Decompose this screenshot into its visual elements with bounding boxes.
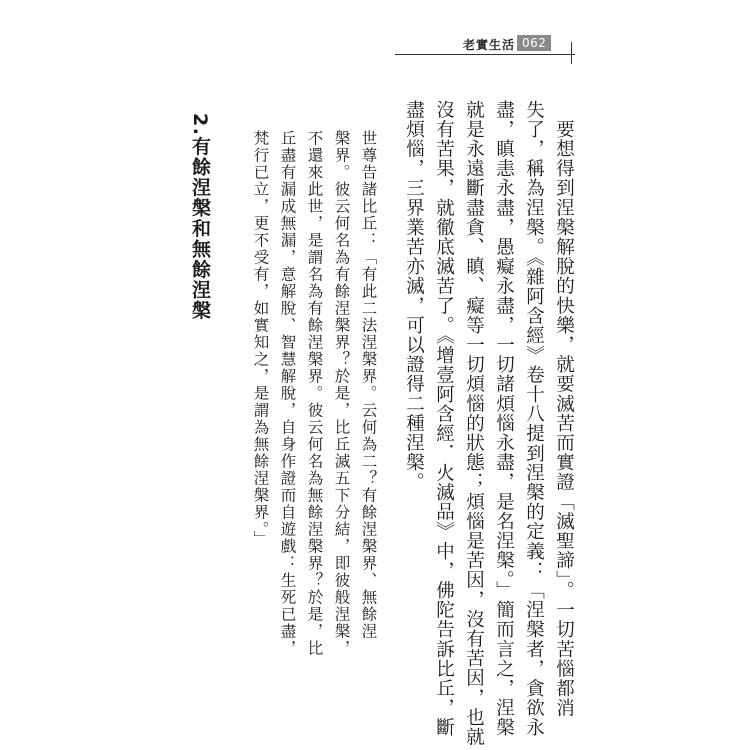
body-line-3: 盡，瞋恚永盡，愚癡永盡，一切諸煩惱永盡，是名涅槃。」簡而言之，涅槃 — [493, 100, 515, 738]
quote-line-3: 不還來此世，是謂名為有餘涅槃界。彼云何名為無餘涅槃界？於是，比 — [305, 130, 324, 657]
quote-line-5: 梵行已立，更不受有，如實知之，是謂為無餘涅槃界。」 — [251, 130, 270, 548]
header-rule — [395, 54, 575, 55]
section-heading: 2.有餘涅槃和無餘涅槃 — [189, 113, 211, 321]
body-line-4: 就是永遠斷盡貪、瞋、癡等一切煩惱的狀態；煩惱是苦因，沒有苦因，也就 — [463, 100, 485, 747]
body-line-6: 盡煩惱，三界業苦亦滅，可以證得二種涅槃。 — [403, 100, 425, 492]
page-number: 062 — [517, 35, 551, 51]
quote-line-1: 世尊告諸比丘：「有此二法涅槃界。云何為二？有餘涅槃界、無餘涅 — [359, 130, 378, 640]
body-line-2: 失了，稱為涅槃。《雜阿含經》卷十八提到涅槃的定義：「涅槃者，貪欲永 — [523, 100, 545, 738]
body-line-1: 要想得到涅槃解脫的快樂，就要滅苦而實證「滅聖諦」。一切苦惱都消 — [553, 100, 575, 718]
quote-line-2: 槃界。彼云何名為有餘涅槃界？於是，比丘滅五下分結，即彼般涅槃， — [332, 130, 351, 657]
running-header-title: 老實生活 — [463, 38, 516, 52]
quote-line-4: 丘盡有漏成無漏，意解脫、智慧解脫，自身作證而自遊戲：生死已盡， — [278, 130, 297, 657]
header-rule-tick — [571, 42, 572, 64]
body-line-5: 沒有苦果，就徹底滅苦了。《增壹阿含經．火滅品》中，佛陀告訴比丘，斷 — [433, 100, 455, 738]
